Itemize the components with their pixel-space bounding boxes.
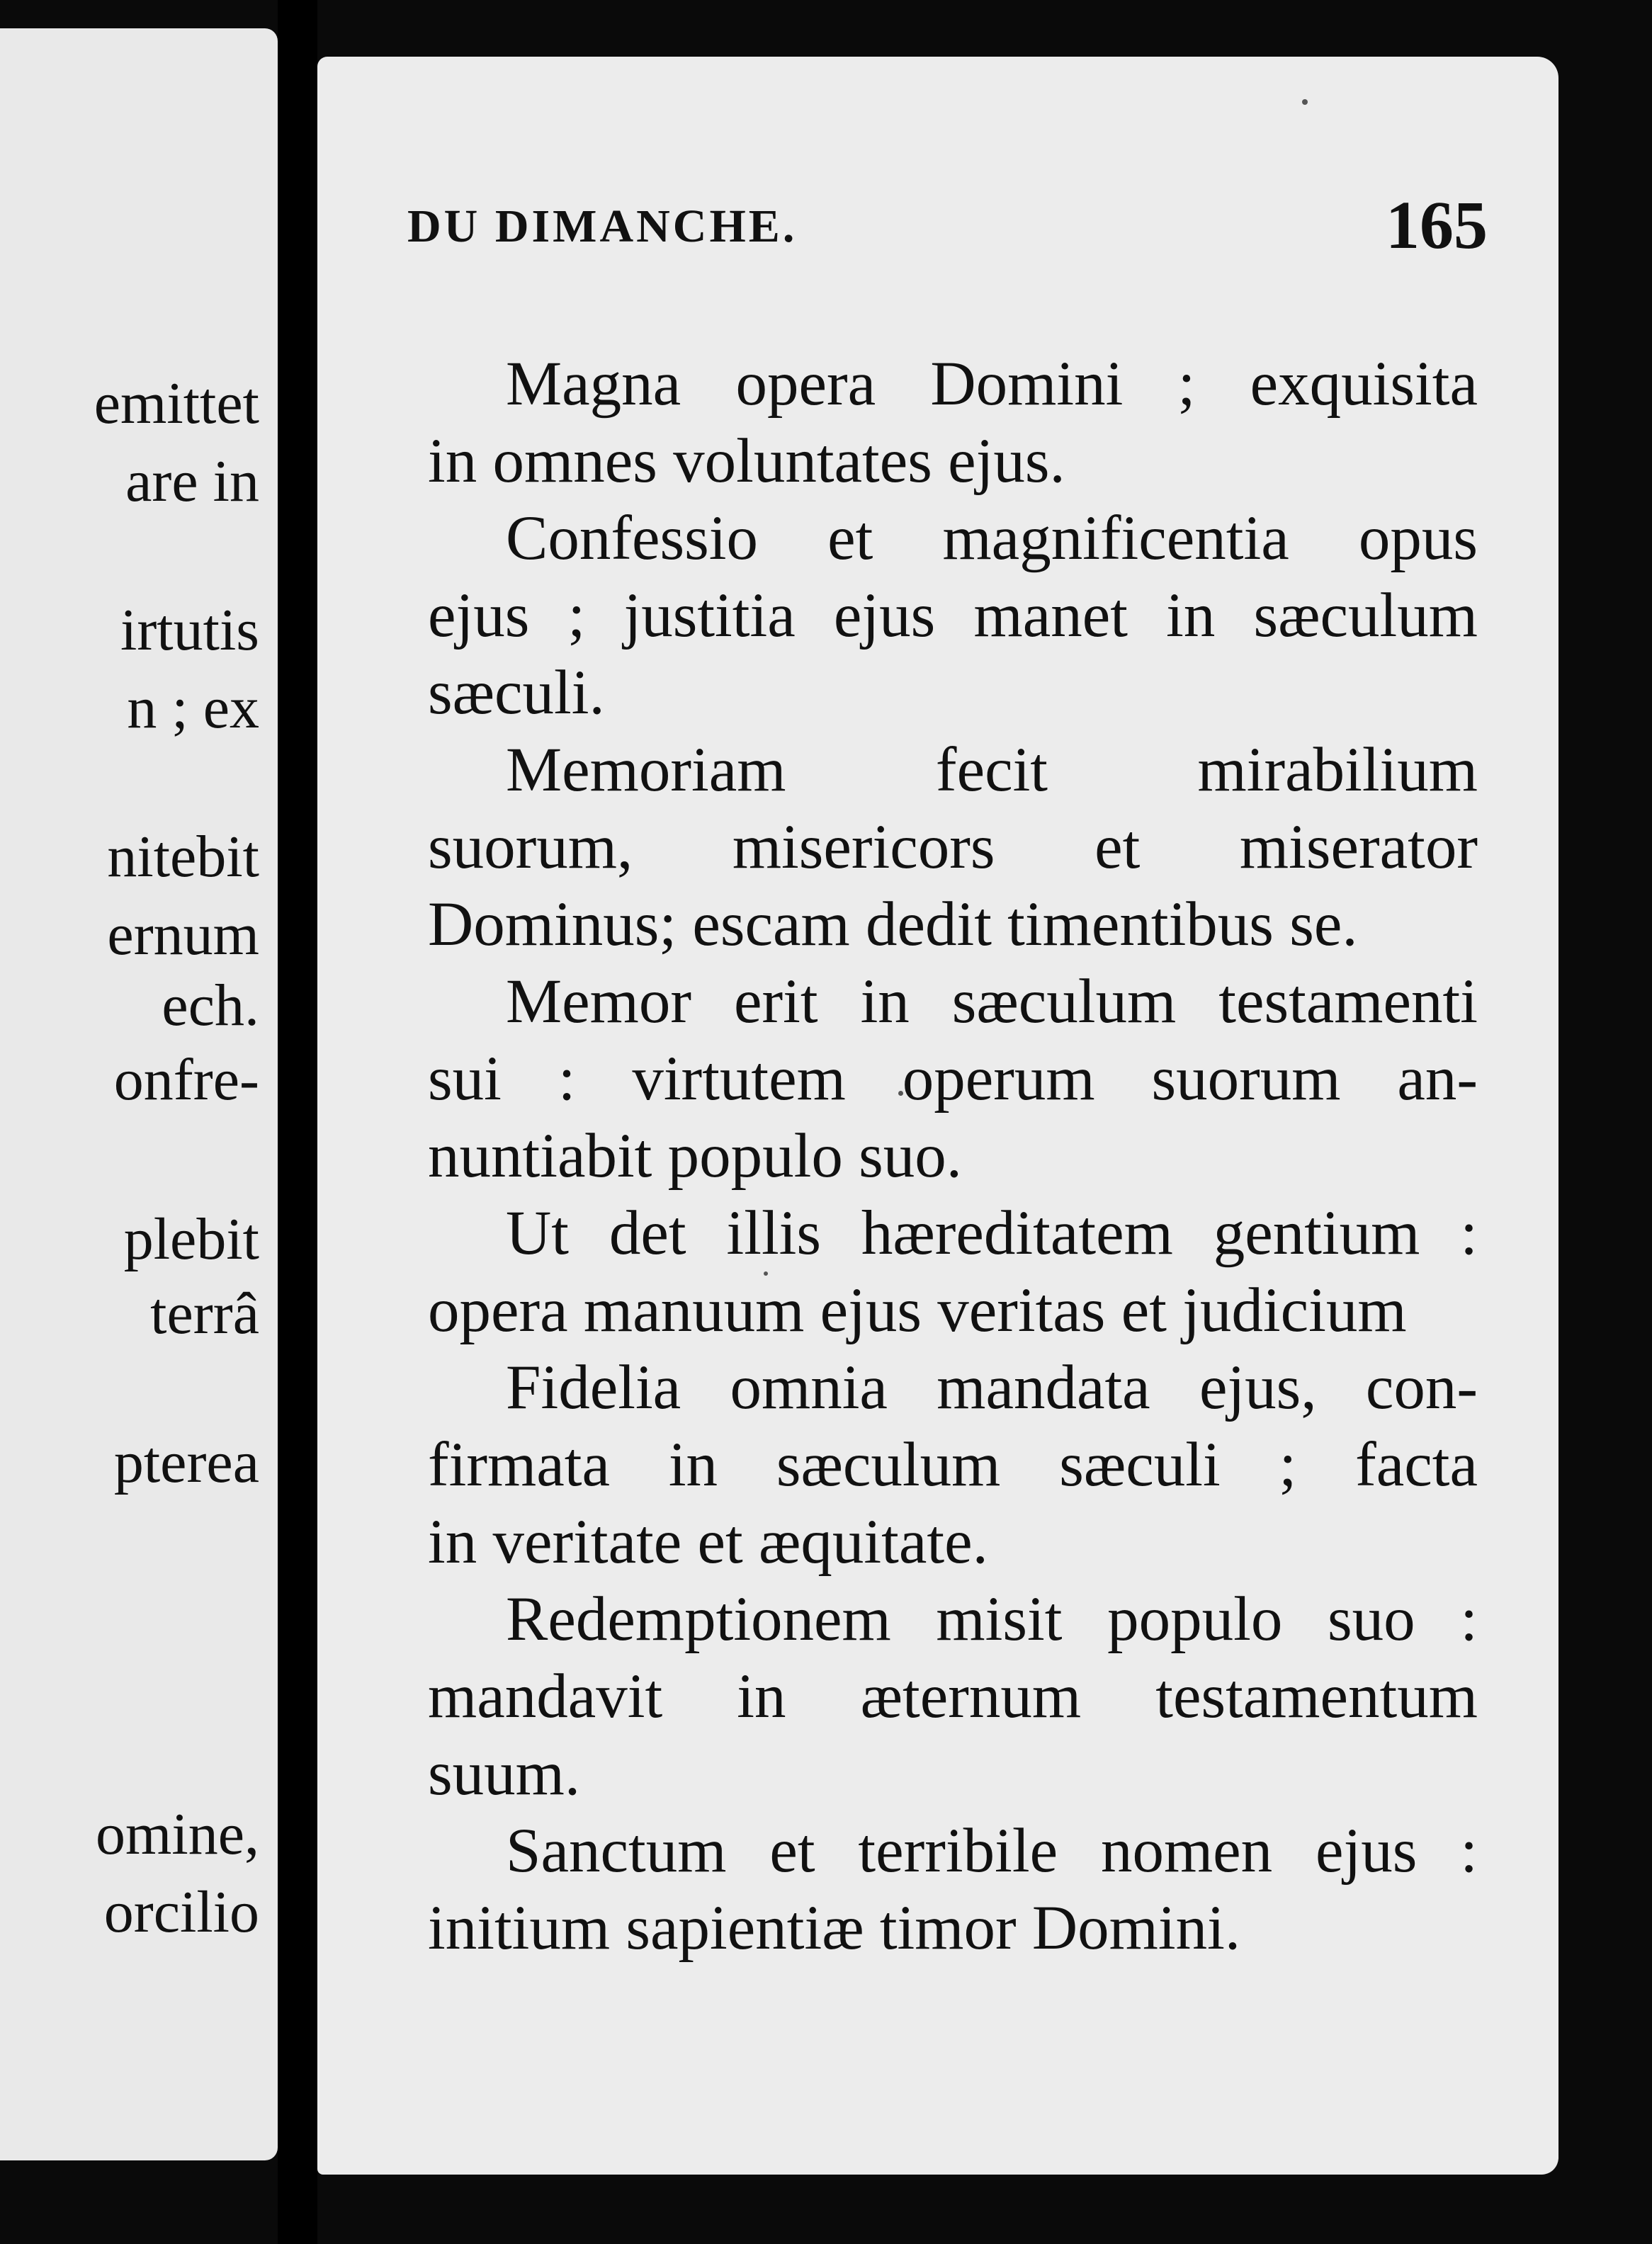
left-page-fragment: plebit	[123, 1206, 259, 1272]
verse-line: firmata in sæculum sæculi ; facta	[428, 1430, 1478, 1500]
left-page	[0, 28, 278, 2160]
verse	[428, 1813, 1478, 1967]
page-number: 165	[1386, 187, 1488, 263]
verse-line: Ut det illis hæreditatem gentium :	[506, 1198, 1478, 1268]
verse-line: opera manuum ejus veritas et judicium	[428, 1276, 1407, 1345]
left-page-fragment: onfre-	[113, 1047, 259, 1113]
verse	[428, 1349, 1478, 1581]
left-page-fragment: omine,	[96, 1801, 259, 1867]
verse-line: initium sapientiæ timor Domini.	[428, 1893, 1241, 1963]
left-page-fragment: are in	[125, 448, 259, 514]
left-page-fragment: n ; ex	[127, 675, 259, 741]
page-header	[407, 186, 1488, 264]
verse-line: Sanctum et terribile nomen ejus :	[506, 1816, 1478, 1886]
verse-line: Magna opera Domini ; exquisita	[506, 349, 1478, 419]
verse-line: Memor erit in sæculum testamenti	[506, 967, 1478, 1036]
verse	[428, 732, 1478, 963]
verse-line: Confessio et magnificentia opus	[506, 504, 1478, 573]
paper-speck	[1302, 99, 1308, 105]
verse-line: in veritate et æquitate.	[428, 1507, 988, 1577]
verse-line: Redemptionem misit populo suo :	[506, 1585, 1478, 1654]
verse-line: sui : virtutem operum suorum an-	[428, 1044, 1478, 1114]
verse-line: ejus ; justitia ejus manet in sæculum	[428, 581, 1478, 650]
verse-line: Dominus; escam dedit timentibus se.	[428, 890, 1358, 959]
verse-line: Fidelia omnia mandata ejus, con-	[506, 1353, 1478, 1422]
verse	[428, 1581, 1478, 1813]
verse-line: in omnes voluntates ejus.	[428, 426, 1065, 496]
left-page-fragment: terrâ	[150, 1281, 259, 1347]
verse-line: suorum, misericors et miserator	[428, 812, 1478, 882]
verse-line: mandavit in æternum testamentum	[428, 1662, 1478, 1731]
left-page-fragment: irtutis	[120, 597, 259, 663]
verse-line: suum.	[428, 1739, 581, 1808]
verse-line: Memoriam fecit mirabilium	[506, 735, 1478, 805]
verse-line: sæculi.	[428, 658, 605, 727]
left-page-fragment: pterea	[113, 1429, 259, 1495]
book-gutter	[278, 0, 317, 2244]
running-title: DU DIMANCHE.	[407, 200, 798, 252]
verse	[428, 500, 1478, 732]
left-page-fragment: orcilio	[103, 1879, 259, 1945]
left-page-fragment: ernum	[107, 902, 259, 968]
verse	[428, 346, 1478, 500]
verse	[428, 963, 1478, 1195]
verse-line: nuntiabit populo suo.	[428, 1121, 963, 1191]
verse	[428, 1195, 1478, 1349]
left-page-fragment: ech.	[162, 973, 259, 1038]
left-page-fragment: emittet	[94, 370, 259, 436]
left-page-fragment: nitebit	[107, 824, 259, 890]
text-body	[428, 346, 1478, 1967]
